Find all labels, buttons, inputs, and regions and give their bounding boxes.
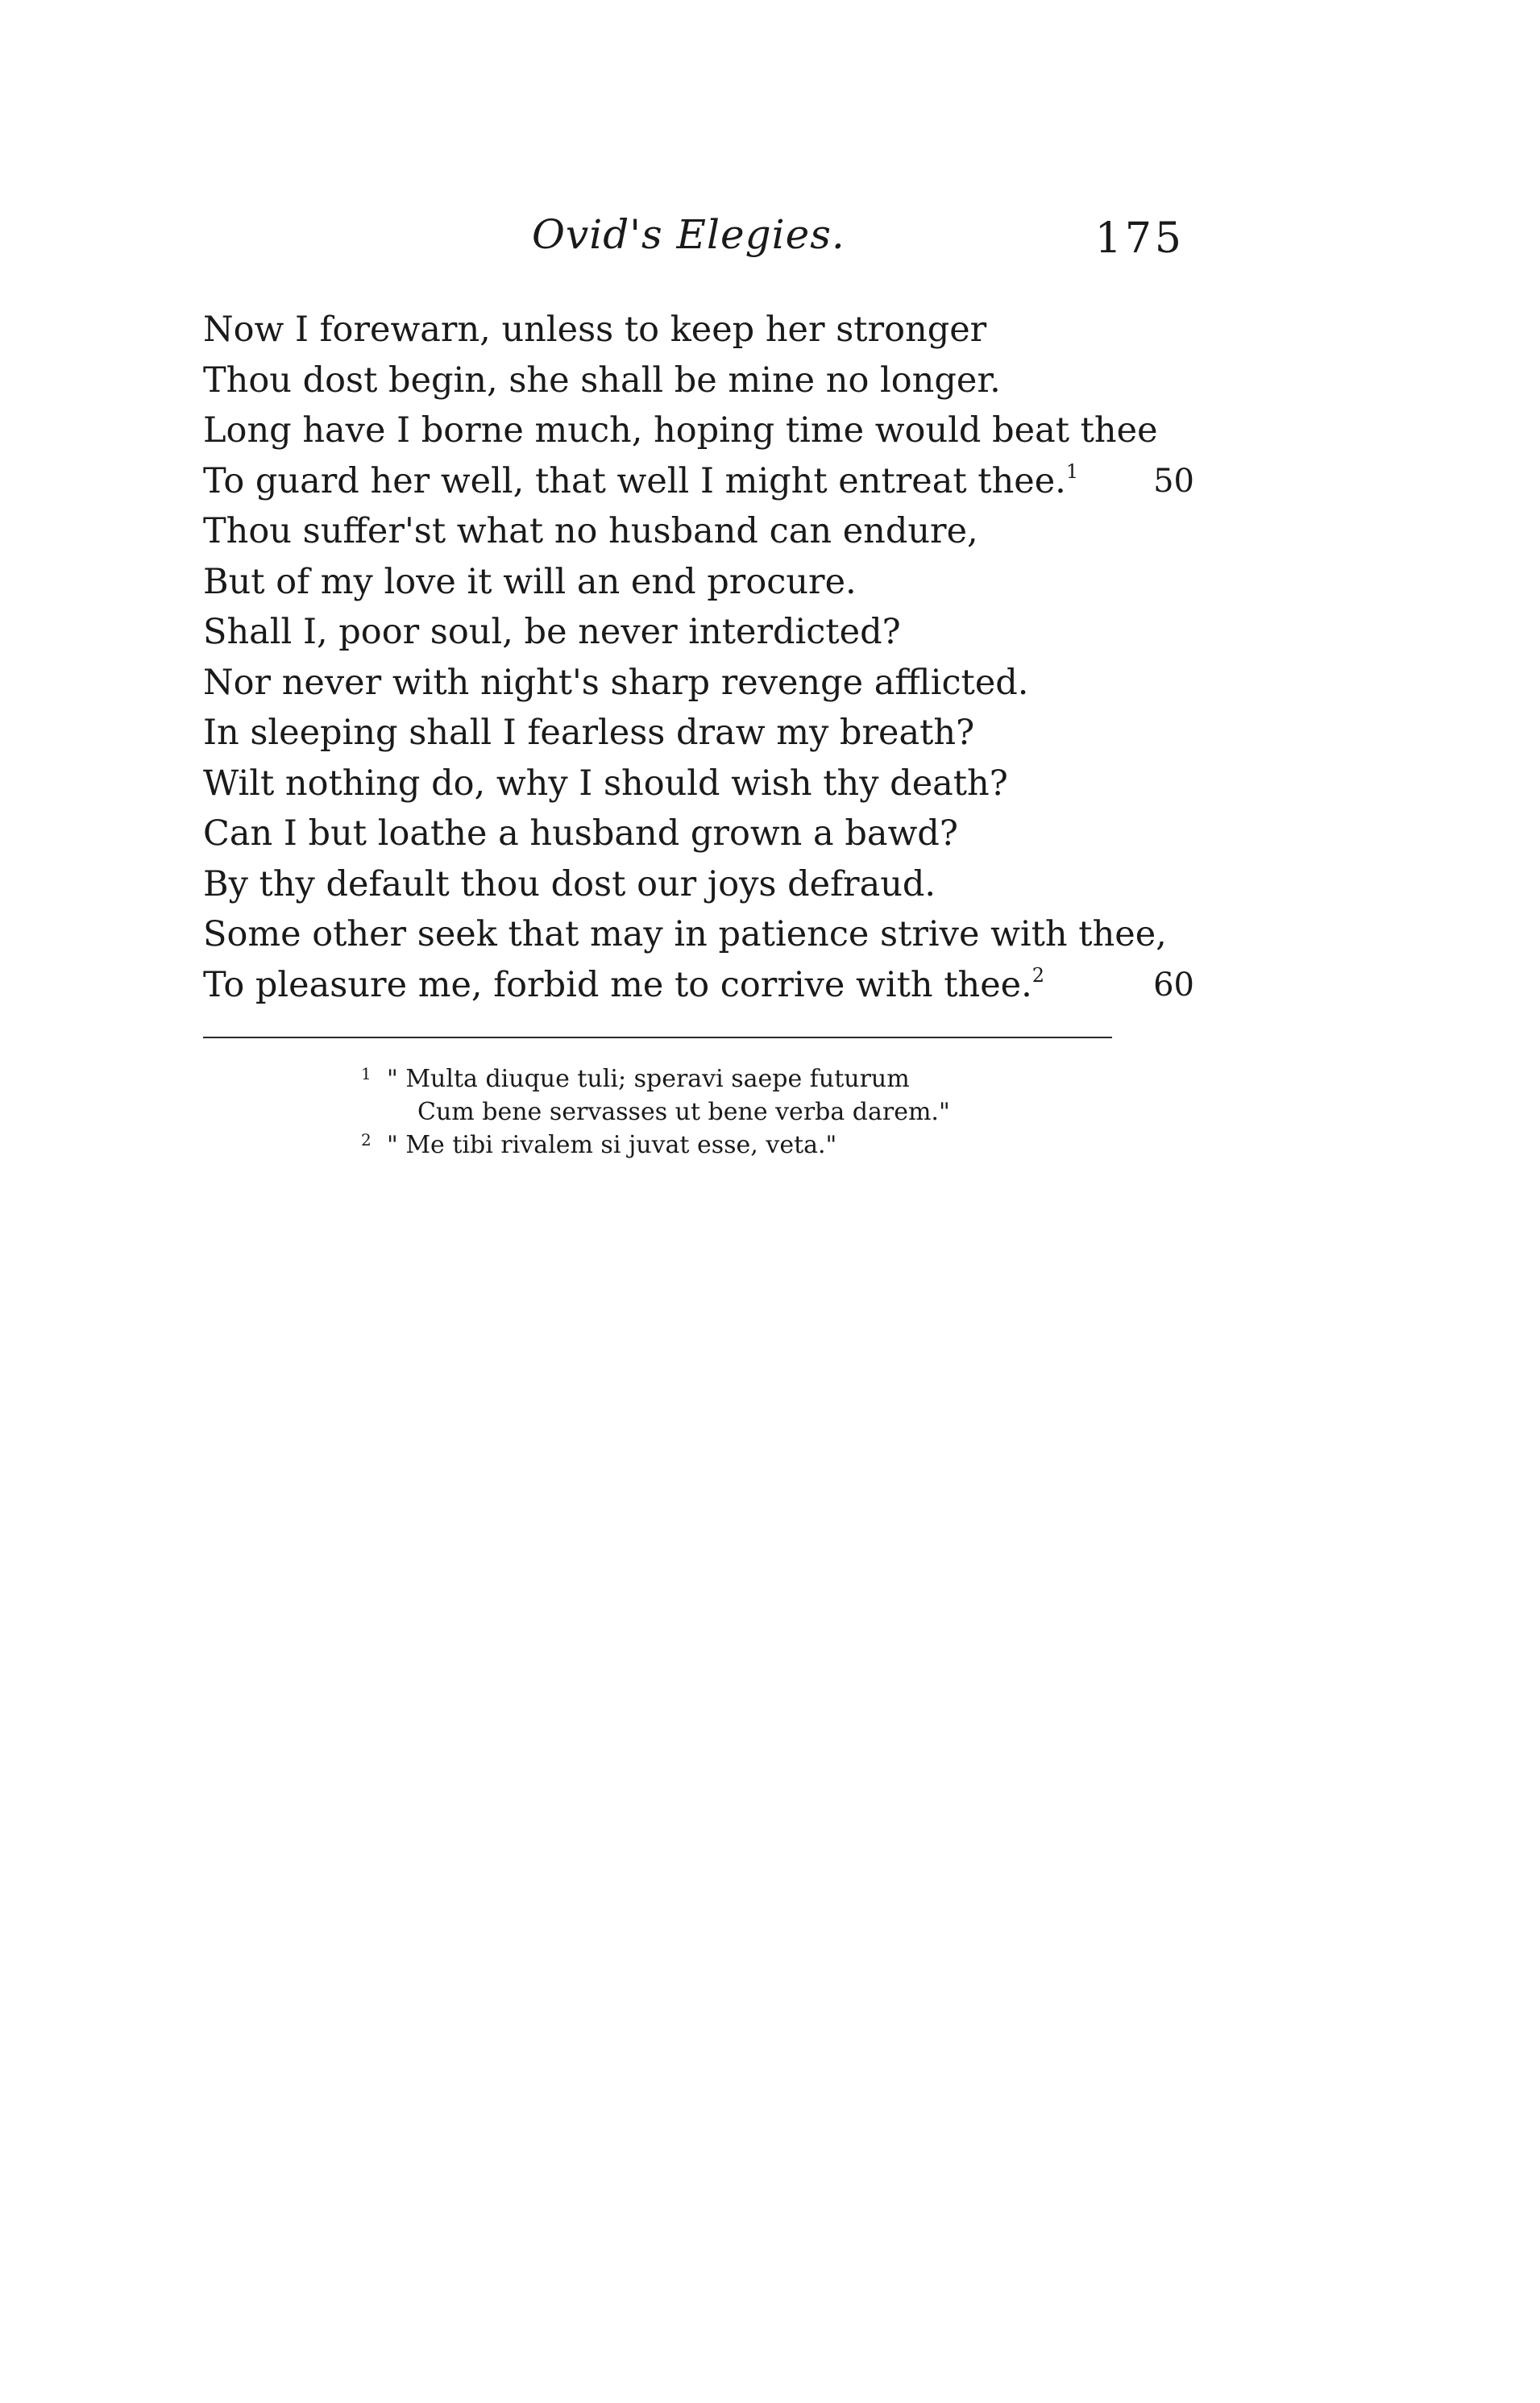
footnote-text: " Multa diuque tuli; speravi saepe futurum — [387, 1065, 910, 1093]
verse-block — [203, 305, 1194, 1010]
verse-line — [203, 405, 1194, 456]
verse-line — [203, 506, 1194, 557]
line-number: 60 — [1153, 966, 1194, 1004]
footnote-mark: 2 — [361, 1130, 372, 1150]
verse-line-text: Some other seek that may in patience strive with thee, — [203, 914, 1167, 954]
verse-line — [203, 658, 1194, 709]
footnote-reference: 1 — [1065, 459, 1079, 483]
footnote-rule — [203, 1037, 1112, 1038]
verse-line-text: Wilt nothing do, why I should wish thy death? — [203, 763, 1008, 804]
footnote — [361, 1062, 1086, 1129]
footnote-mark: 1 — [361, 1064, 372, 1083]
verse-line-text: By thy default thou dost our joys defraud. — [203, 863, 936, 904]
verse-line-text: Thou suffer'st what no husband can endure, — [203, 511, 978, 551]
verse-line — [203, 456, 1194, 507]
verse-line-text: Can I but loathe a husband grown a bawd? — [203, 813, 958, 854]
verse-line-text: Long have I borne much, hoping time would beat thee — [203, 410, 1158, 451]
verse-line — [203, 809, 1194, 859]
footnote-text: " Me tibi rivalem si juvat esse, veta." — [387, 1131, 837, 1159]
verse-line-text: To guard her well, that well I might entreat thee. — [203, 460, 1066, 501]
footnote — [361, 1129, 1086, 1162]
verse-line — [203, 759, 1194, 809]
verse-line-text: Shall I, poor soul, be never interdicted? — [203, 612, 901, 652]
running-head — [201, 211, 1185, 276]
verse-line-text: But of my love it will an end procure. — [203, 561, 857, 602]
verse-line — [203, 607, 1194, 658]
page-number: 175 — [1094, 214, 1185, 263]
running-title: Ovid's Elegies. — [532, 211, 845, 258]
line-number: 50 — [1153, 462, 1194, 500]
footnote-reference: 2 — [1032, 963, 1045, 987]
verse-line — [203, 708, 1194, 759]
footnote-text-continued: Cum bene servasses ut bene verba darem." — [417, 1098, 950, 1126]
verse-line — [203, 305, 1194, 355]
verse-line-text: In sleeping shall I fearless draw my breath? — [203, 713, 975, 753]
verse-line — [203, 355, 1194, 406]
verse-line — [203, 960, 1194, 1011]
footnotes — [361, 1062, 1086, 1162]
verse-line — [203, 859, 1194, 910]
verse-line-text: To pleasure me, forbid me to corrive with thee. — [203, 964, 1032, 1005]
verse-line-text: Nor never with night's sharp revenge afflicted. — [203, 662, 1029, 703]
verse-line-text: Now I forewarn, unless to keep her stronger — [203, 310, 987, 350]
verse-line-text: Thou dost begin, she shall be mine no longer. — [203, 360, 1001, 401]
verse-line — [203, 557, 1194, 608]
verse-line — [203, 909, 1194, 960]
